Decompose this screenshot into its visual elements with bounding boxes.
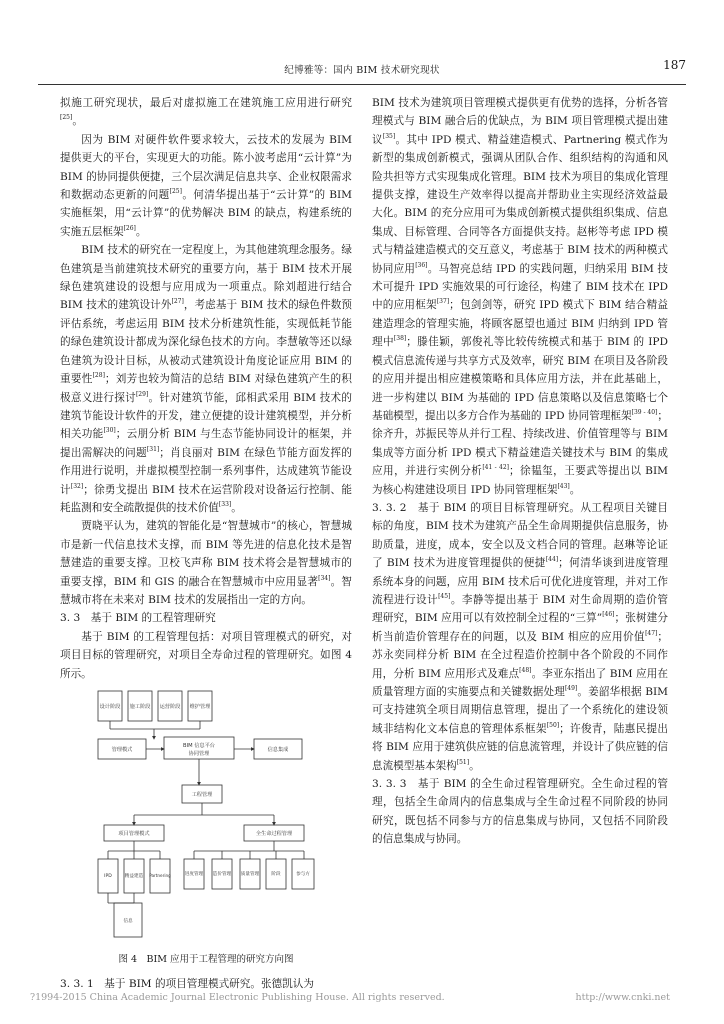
citation: [31] [146,445,160,453]
running-title: 纪博雅等：国内 BIM 技术研究现状 [284,65,440,76]
diagram-label: 阶段 [271,872,281,877]
header-rule [38,84,686,85]
diagram-label: 信息 [123,919,133,924]
diagram-label: 质量管理 [240,872,260,877]
citation: [30] [103,427,116,435]
paragraph: 拟施工研究现状，最后对虚拟施工在建筑施工应用进行研究[25]。 [60,97,352,128]
citation: [47] [645,629,658,637]
citation: [25] [169,188,182,196]
diagram-label: 造价管理 [212,872,232,877]
figure-4-diagram [94,687,318,947]
left-column [60,94,352,994]
citation: [36] [415,261,428,269]
diagram-label: 项目管理模式 [118,831,150,837]
citation: [50] [546,721,560,729]
citation: [41 - 42] [482,464,509,472]
diagram-label: 运营阶段 [159,704,181,710]
diagram-label: IPD [104,874,112,879]
paragraph: BIM 技术的研究在一定程度上，为其他建筑理念服务。绿色建筑是当前建筑技术研究的重要方向，基于 BIM 技术开展绿色建筑建设的设想与应用成为一项重点。除刘超进行结合 BIM 技术的建筑设计外[27]，考虑基于 BIM 技术的绿色件数预评估系统，考虑运用 BIM 技术分析建筑性能，实现低耗节能的绿色建筑设计都成为深化绿色技术的方向。李慧敏等还以绿色建筑为设计目标，从被动式建筑设计角度论证应用 BIM 的重要性[28]；刘芳也较为简洁的总结 BIM 对绿色建筑产生的积极意义进行探讨[29]。针对建筑节能，邱相武采用 BIM 技术的建筑节能设计软件的开发，建立便捷的设计建筑模型，并分析相关功能[30]；云朋分析 BIM 与生态节能协同设计的框架，并提出需解决的问题[31]；肖良丽对 BIM 在绿色节能方面发挥的作用进行说明，并虚拟模型控制一系列事件，达成建筑节能设计[32]；徐勇戈提出 BIM 技术在运营阶段对设备运行控制、能耗监测和安全疏散提供的技术价值[33]。 [60,244,352,514]
subsection-heading: 3. 3. 1 基于 BIM 的项目管理模式研究。张德凯认为 [60,978,314,991]
citation: [39 - 40] [631,408,658,416]
section-heading: 3. 3 基于 BIM 的工程管理研究 [60,612,216,625]
citation: [32] [70,482,84,490]
right-column [372,94,668,849]
diagram-label: 精益建造 [124,874,144,879]
diagram-label: 信息集成 [267,747,289,753]
citation: [35] [382,132,396,140]
paragraph: 3. 3. 3 基于 BIM 的全生命过程管理研究。全生命过程的管理，包括全生命周内的信息集成与全生命过程不同阶段的协同研究，既包括不同参与方的信息集成与协同，又包括不同阶段的信息集成与协同。 [372,778,668,846]
citation: [51] [456,758,470,766]
citation: [44] [545,556,559,564]
citation: [45] [438,592,451,600]
diagram-label: 施工阶段 [129,704,151,710]
paragraph: 贾晓平认为，建筑的智能化是“智慧城市”的核心，智慧城市是新一代信息技术支撑，而 BIM 等先进的信息化技术是智慧建造的重要支撑。卫校飞声称 BIM 技术将会是智慧城市的重要支撑，BIM 和 GIS 的融合在智慧城市中应用显著[34]。智慧城市将在未来对 BIM 技术的发展指出一定的方向。 [60,520,353,606]
running-header [38,58,686,82]
diagram-label: 设计阶段 [99,704,121,710]
citation: [28] [92,372,105,380]
citation: [49] [564,685,578,692]
citation: [37] [436,298,450,306]
footer-url: http://www.cnki.net [575,992,670,1003]
citation: [48] [519,666,532,674]
diagram-label: BIM 信息平台 [183,743,215,749]
citation: [29] [135,390,149,398]
diagram-label: 全生命过程管理 [255,831,293,837]
copyright-notice: ?1994-2015 China Academic Journal Electronic Publishing House. All rights reserved. [30,992,445,1003]
citation: [46] [602,611,615,619]
citation: [34] [318,574,331,582]
diagram-label: Partnering [149,873,171,878]
paragraph: 因为 BIM 对硬件软件要求较大，云技术的发展为 BIM 提供更大的平台，实现更大的功能。陈小波考虑用“云计算”为 BIM 的协同提供便捷，三个层次满足信息共享、企业权限需求和数据动态更新的问题[25]。何清华提出基于“云计算”的 BIM 实施框架，用“云计算”的优势解决 BIM 的缺点，构建系统的实施五层框架[26]。 [60,133,353,238]
citation: [25] [60,114,73,122]
diagram-label: 进度管理 [184,872,204,877]
paragraph: BIM 技术为建筑项目管理模式提供更有优势的选择，分析各管理模式与 BIM 融合后的优缺点，为 BIM 项目管理模式提出建议[35]。其中 IPD 模式、精益建造模式、Partnering 模式作为新型的集成创新模式，强调从团队合作、组织结构的沟通和风险共担等方式实现集成化管理。BIM 技术为项目的集成化管理提供支撑，建设生产效率得以提高并帮助业主实现经济效益最大化。BIM 的充分应用可为集成创新模式提供组织集成、信息集成、目标管理、合同等各方面提供支持。赵彬等考虑 IPD 模式与精益建造模式的交互意义，考虑基于 BIM 技术的两种模式协同应用[36]。马智亮总结 IPD 的实践问题，归纳采用 BIM 技术可提升 IPD 实施效果的可行途径，构建了 BIM 技术在 IPD 中的应用框架[37]；包剑剑等，研究 IPD 模式下 BIM 结合精益建造理念的管理实施，将顾客愿望也通过 BIM 归纳到 IPD 管理中[38]；滕佳颖，郭俊礼等比较传统模式和基于 BIM 的 IPD 模式信息流传递与共享方式及效率，研究 BIM 在项目及各阶段的应用并提出相应建模策略和具体应用方法，并在此基础上，进一步构建以 BIM 为基础的 IPD 信息策略以及信息策略七个基础模型，提出以多方合作为基础的 IPD 协同管理框架[39 - 40]；徐齐升，苏振民等从并行工程、持续改进、价值管理等与 BIM 集成等方面分析 IPD 模式下精益建造关键技术与 BIM 的集成应用，并进行实例分析[41 - 42]；徐韫玺，王要武等提出以 BIM 为核心构建建设项目 IPD 协同管理框架[43]。 [372,97,669,496]
figure-caption: 图 4 BIM 应用于工程管理的研究方向图 [118,954,294,965]
diagram-svg [94,687,318,947]
citation: [38] [393,335,407,343]
diagram-label: 协同管理 [188,751,210,757]
citation: [43] [557,482,570,490]
citation: [27] [171,298,184,306]
paragraph: 3. 3. 2 基于 BIM 的项目目标管理研究。从工程项目关键目标的角度，BIM 技术为建筑产品全生命周期提供信息服务，协助质量，进度，成本，安全以及文档合同的管理。赵琳等论证了 BIM 技术为进度管理提供的便捷[44]；何清华谈到进度管理系统本身的问题，应用 BIM 技术后可优化进度管理，并对工作流程进行设计[45]。李静等提出基于 BIM 对生命周期的造价管理研究，BIM 应用可以有效控制全过程的“三算”[46]；张树建分析当前造价管理存在的问题，以及 BIM 相应的应用价值[47]；苏永奕同样分析 BIM 在全过程造价控制中各个阶段的不同作用，分析 BIM 应用形式及难点[48]。李亚东指出了 BIM 应用在质量管理方面的实施要点和关键数据处理[49]。姜韶华根据 BIM 可支持建筑全项目周期信息管理，提出了一个系统化的建设领域非结构化文本信息的管理体系框架[50]；许俊青，陆惠民提出将 BIM 应用于建筑供应链的信息流管理，并设计了供应链的信息流模型基本架构[51]。 [372,501,669,772]
diagram-label: 参与方 [296,872,310,877]
diagram-label: 维护管理 [189,704,211,710]
paragraph: 基于 BIM 的工程管理包括：对项目管理模式的研究，对项目目标的管理研究，对项目全寿命过程的管理研究。如图 4 所示。 [60,630,352,680]
page-number: 187 [663,58,686,72]
diagram-label: 工程管理 [191,792,213,798]
diagram-label: 管理模式 [111,747,133,753]
citation: [26] [123,224,136,232]
citation: [33] [218,500,232,508]
